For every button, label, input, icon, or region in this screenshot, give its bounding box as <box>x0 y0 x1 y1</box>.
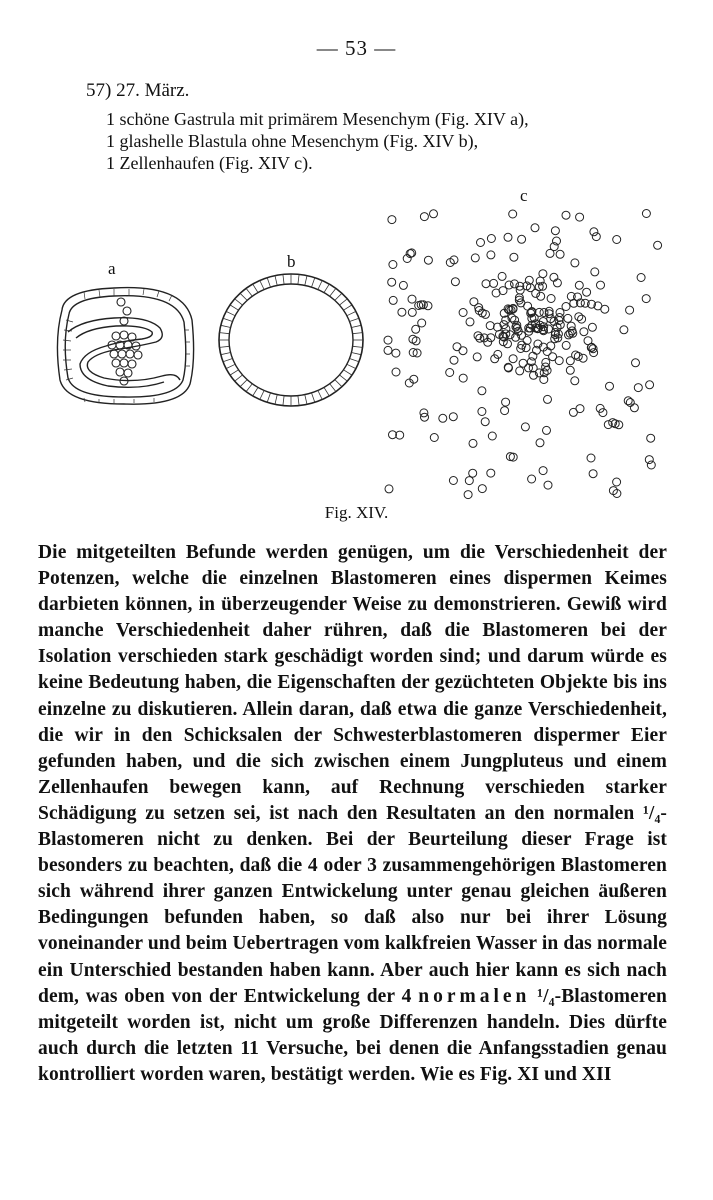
entry-list <box>106 108 529 174</box>
cell-heap-illustration <box>380 205 670 505</box>
figure-caption: Fig. XIV. <box>324 503 389 522</box>
page-number: — 53 — <box>316 36 397 60</box>
blastula-illustration <box>212 266 372 416</box>
list-item: 1 Zellenhaufen (Fig. XIV c). <box>106 153 313 173</box>
body-text-part: Die mitgeteilten Befunde werden genügen, um die Verschiedenheit der Potenzen, welche die einzelnen Blastomeren eines dispermen Keimes darbieten können, in überzeugender Weise zu demonstrieren. Gewiß wird manche Verschiedenheit daher rühren, daß die Blastomeren bei der Isolation verschieden stark geschädigt worden sind; und darum würde es keine Bedeutung haben, die Eigenschaften der gezüchteten Objekte bis ins einzelne zu diskutieren. Allein daran, daß etwa die ganze Verschiedenheit, die wir in den Schicksalen der Schwesterblastomeren dispermer Eier gefunden haben, und die sich zwischen einem Jungpluteus und einem Zellenhaufen bewegen kann, auf Rechnung verschieden starker Schädigung zu setzen sei, ist nach den Resultaten an den normalen ¹/₄-Blastomeren nicht zu denken. Bei der Beurteilung dieser Frage ist besonders zu beachten, daß die 4 oder 3 zusammengehörigen Blastomeren sich während ihrer ganzen Entwickelung unter genau gleichen äußeren Bedingungen befunden haben, so daß also nur bei ihrer Lösung voneinander und beim Uebertragen vom kalkfreien Wasser in das normale ein Unterschied bestanden haben kann. Aber auch hier kann es sich nach dem, was oben von der Entwickelung der 4 <box>38 542 667 1007</box>
gastrula-illustration <box>44 280 204 410</box>
list-item: 1 glashelle Blastula ohne Mesenchym (Fig. XIV b), <box>106 131 479 151</box>
list-item: 1 schöne Gastrula mit primärem Mesenchym (Fig. XIV a), <box>106 109 529 129</box>
figure-label-c: c <box>520 186 528 205</box>
emphasized-word: normalen <box>418 985 531 1007</box>
body-paragraph <box>38 540 667 1088</box>
figure-label-b: b <box>287 252 296 271</box>
figure-label-a: a <box>108 259 116 278</box>
body-text-part: ¹/₄-Blastomeren mitgeteilt worden ist, nicht um große Differenzen handeln. Dies dürfte auch durch die letzten 11 Versuche, bei denen die Anfangsstadien genau kontrolliert worden waren, bestätigt werden. Wie es Fig. XI und XII <box>38 985 667 1085</box>
entry-heading: 57) 27. März. <box>86 80 190 101</box>
